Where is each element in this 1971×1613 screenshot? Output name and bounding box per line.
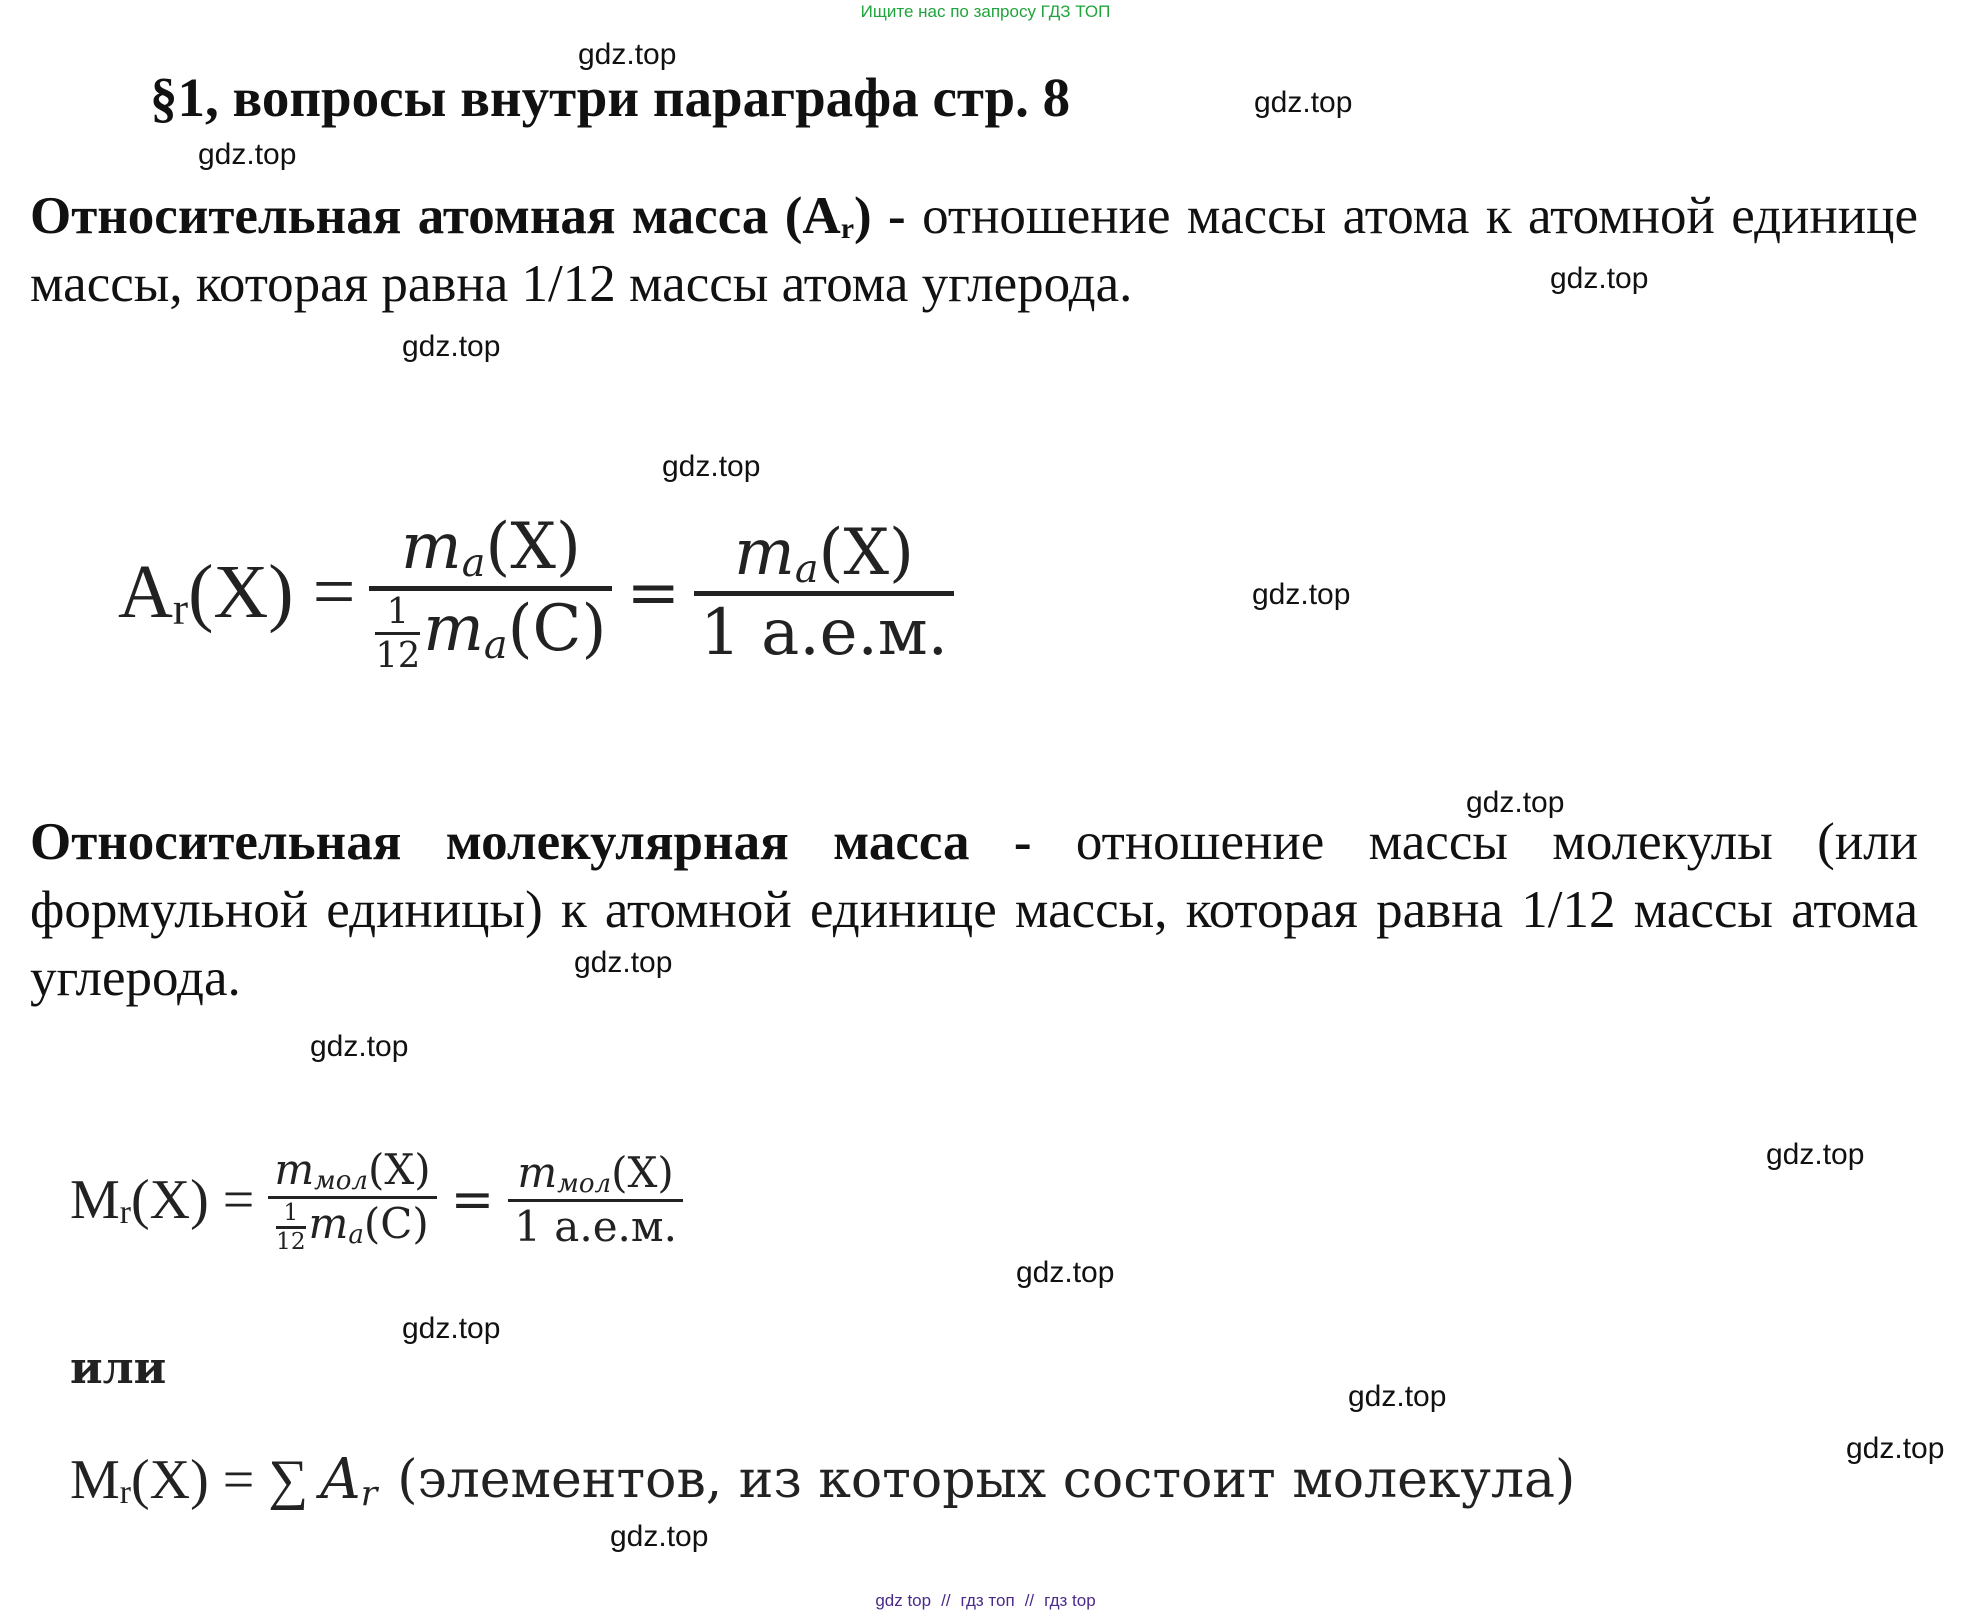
watermark: gdz.top xyxy=(1846,1432,1945,1465)
term-subscript: r xyxy=(840,212,855,245)
formula-lhs: Ar(X) = xyxy=(118,550,356,635)
watermark: gdz.top xyxy=(310,1030,409,1063)
formula-molecular-mass xyxy=(70,1145,697,1255)
bottom-link[interactable]: гдз top xyxy=(1044,1591,1096,1610)
term-molecular-mass: Относительная молекулярная масса xyxy=(30,813,970,871)
page-title: §1, вопросы внутри параграфа стр. 8 xyxy=(150,67,1071,128)
watermark: gdz.top xyxy=(1252,578,1351,611)
formula-lhs: Mr(X) = ∑ xyxy=(70,1449,309,1512)
term-atomic-mass: Относительная атомная масса (A xyxy=(30,187,841,245)
or-label: или xyxy=(70,1343,167,1394)
definition-atomic-mass xyxy=(30,182,1918,318)
term-close: ) xyxy=(854,187,872,245)
fraction-1: mмол(X) $\frac{1}{12}$ ma(C) xyxy=(268,1145,436,1255)
watermark: gdz.top xyxy=(1766,1138,1865,1171)
term-dash: - xyxy=(871,187,923,245)
ar-symbol: Ar xyxy=(320,1447,378,1514)
watermark: gdz.top xyxy=(1466,786,1565,819)
equals-sign: = xyxy=(450,1169,495,1230)
watermark: gdz.top xyxy=(402,330,501,363)
definition-text: отношение массы молекулы (или формульной единицы) к атомной единице массы, которая равна 1/12 массы атома углерода. xyxy=(30,813,1918,1007)
watermark: gdz.top xyxy=(198,138,297,171)
formula-lhs: Mr(X) = xyxy=(70,1168,255,1231)
bottom-link[interactable]: гдз топ xyxy=(960,1591,1015,1610)
watermark: gdz.top xyxy=(1348,1380,1447,1413)
term-dash: - xyxy=(969,813,1076,871)
bottom-watermark-links: gdz top // гдз топ // гдз top xyxy=(875,1591,1096,1610)
watermark: gdz.top xyxy=(610,1520,709,1553)
watermark: gdz.top xyxy=(578,38,677,71)
fraction-1: ma(X) $\frac{1}{12}$ ma(C) xyxy=(369,510,612,676)
sum-description: (элементов, из которых состоит молекула) xyxy=(397,1450,1576,1511)
watermark: gdz.top xyxy=(662,450,761,483)
fraction-2: ma(X) 1 а.е.м. xyxy=(694,516,954,671)
watermark: gdz.top xyxy=(402,1312,501,1345)
watermark: gdz.top xyxy=(1550,262,1649,295)
formula-sum xyxy=(70,1447,1575,1514)
watermark: gdz.top xyxy=(574,946,673,979)
equals-sign: = xyxy=(626,555,681,630)
bottom-link[interactable]: gdz top xyxy=(875,1591,932,1610)
formula-atomic-mass xyxy=(118,510,968,676)
definition-text: отношение массы атома к атомной единице массы, которая равна 1/12 массы атома углерода. xyxy=(30,187,1919,313)
top-search-note: Ищите нас по запросу ГДЗ ТОП xyxy=(860,2,1111,21)
watermark: gdz.top xyxy=(1016,1256,1115,1289)
fraction-2: $\frac{\text{mмол(X)}}{1 а.е.м.}$ xyxy=(508,1148,683,1251)
watermark: gdz.top xyxy=(1254,86,1353,119)
definition-molecular-mass xyxy=(30,808,1918,1012)
